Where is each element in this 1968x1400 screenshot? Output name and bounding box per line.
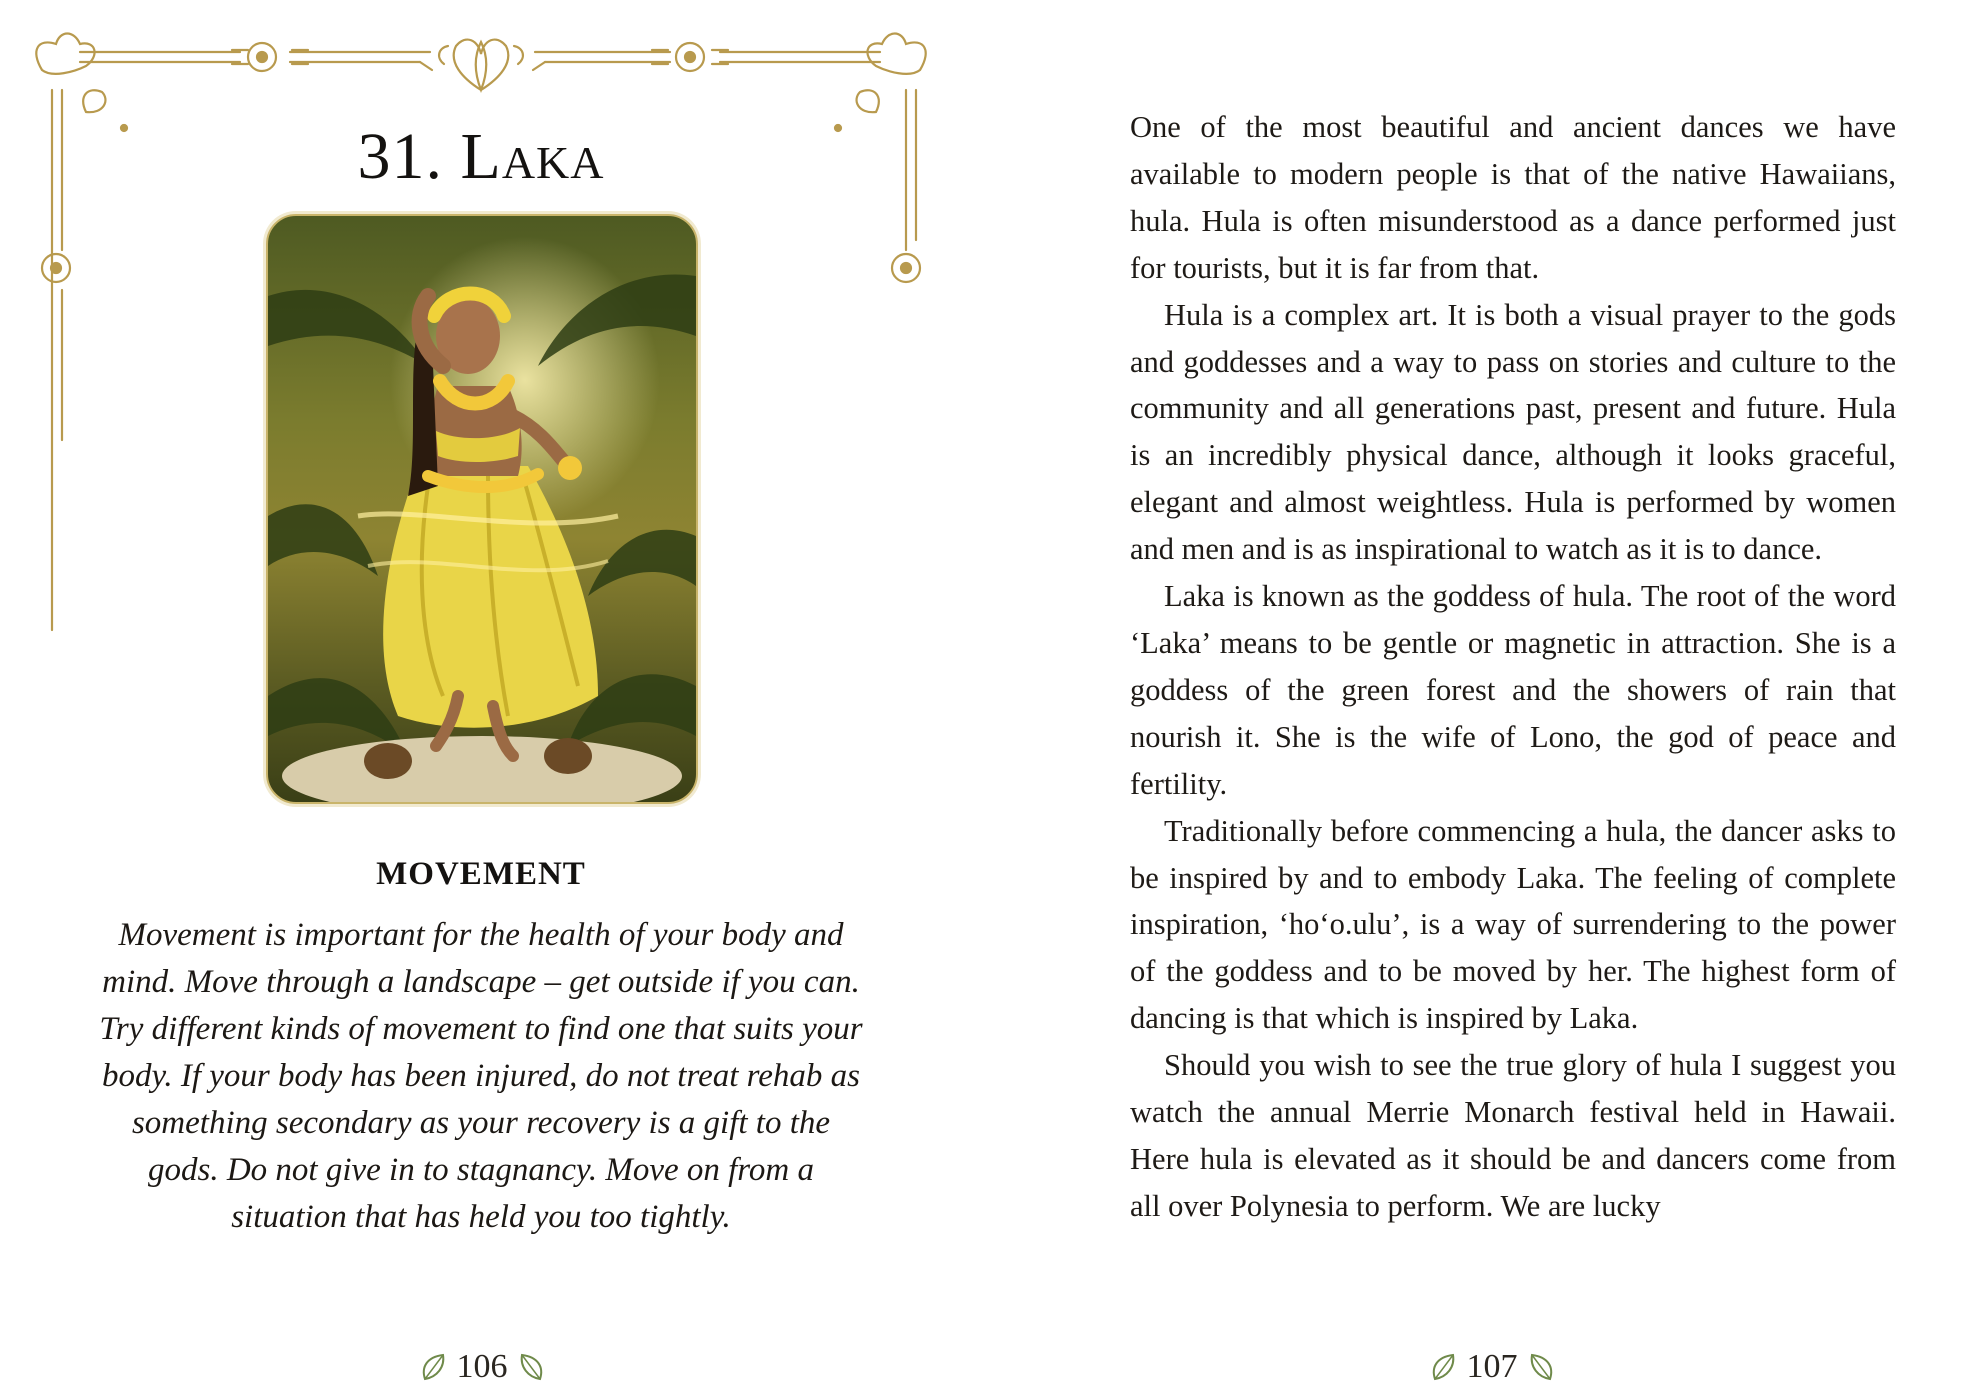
leaf-icon	[1429, 1351, 1457, 1383]
right-page	[984, 0, 1968, 1400]
card-illustration	[266, 214, 698, 804]
leaf-icon	[518, 1351, 546, 1383]
theme-message: Movement is important for the health of your body and mind. Move through a landscape – get outside if you can. Try different kinds of movement to find one that suits your body. If your body has been injured, do not treat rehab as something secondary as your recovery is a gift to the gods. Do not give in to stagnancy. Move on from a situation that has held you too tightly.	[99, 917, 863, 1235]
paragraph: Hula is a complex art. It is both a visual prayer to the gods and goddesses and a way to pass on stories and culture to the community and all generations past, present and future. Hula is an incredibly physical dance, although it looks graceful, elegant and almost weightless. Hula is performed by women and men and is as inspirational to watch as it is to dance.	[1130, 297, 1896, 567]
leaf-icon	[1528, 1351, 1556, 1383]
page-number: 107	[1466, 1348, 1518, 1385]
card-title: 31. Laka	[357, 120, 605, 193]
page-number-left	[332, 1342, 632, 1392]
dancer-artwork	[268, 216, 696, 802]
page-number: 106	[456, 1348, 508, 1385]
page-number-right	[1342, 1342, 1642, 1392]
leaf-icon	[419, 1351, 447, 1383]
paragraph: Laka is known as the goddess of hula. The root of the word ‘Laka’ means to be gentle or magnetic in attraction. She is a goddess of the green forest and the showers of rain that nourish it. She is the wife of Lono, the god of peace and fertility.	[1130, 579, 1896, 801]
paragraph: Traditionally before commencing a hula, the dancer asks to be inspired by and to embody Laka. The feeling of complete inspiration, ‘ho‘o.ulu’, is a way of surrendering to the power of the goddess and to be moved by her. The highest form of dancing is that which is inspired by Laka.	[1130, 813, 1896, 1036]
body-text	[1130, 104, 1896, 1230]
theme-heading: MOVEMENT	[376, 856, 586, 892]
paragraph: Should you wish to see the true glory of hula I suggest you watch the annual Merrie Monarch festival held in Hawaii. Here hula is elevated as it should be and dancers come from all over Polynesia to perform. We are lucky	[1130, 1048, 1896, 1223]
paragraph: One of the most beautiful and ancient dances we have available to modern people is that of the native Hawaiians, hula. Hula is often misunderstood as a dance performed just for tourists, but it is far from that.	[1130, 110, 1896, 285]
